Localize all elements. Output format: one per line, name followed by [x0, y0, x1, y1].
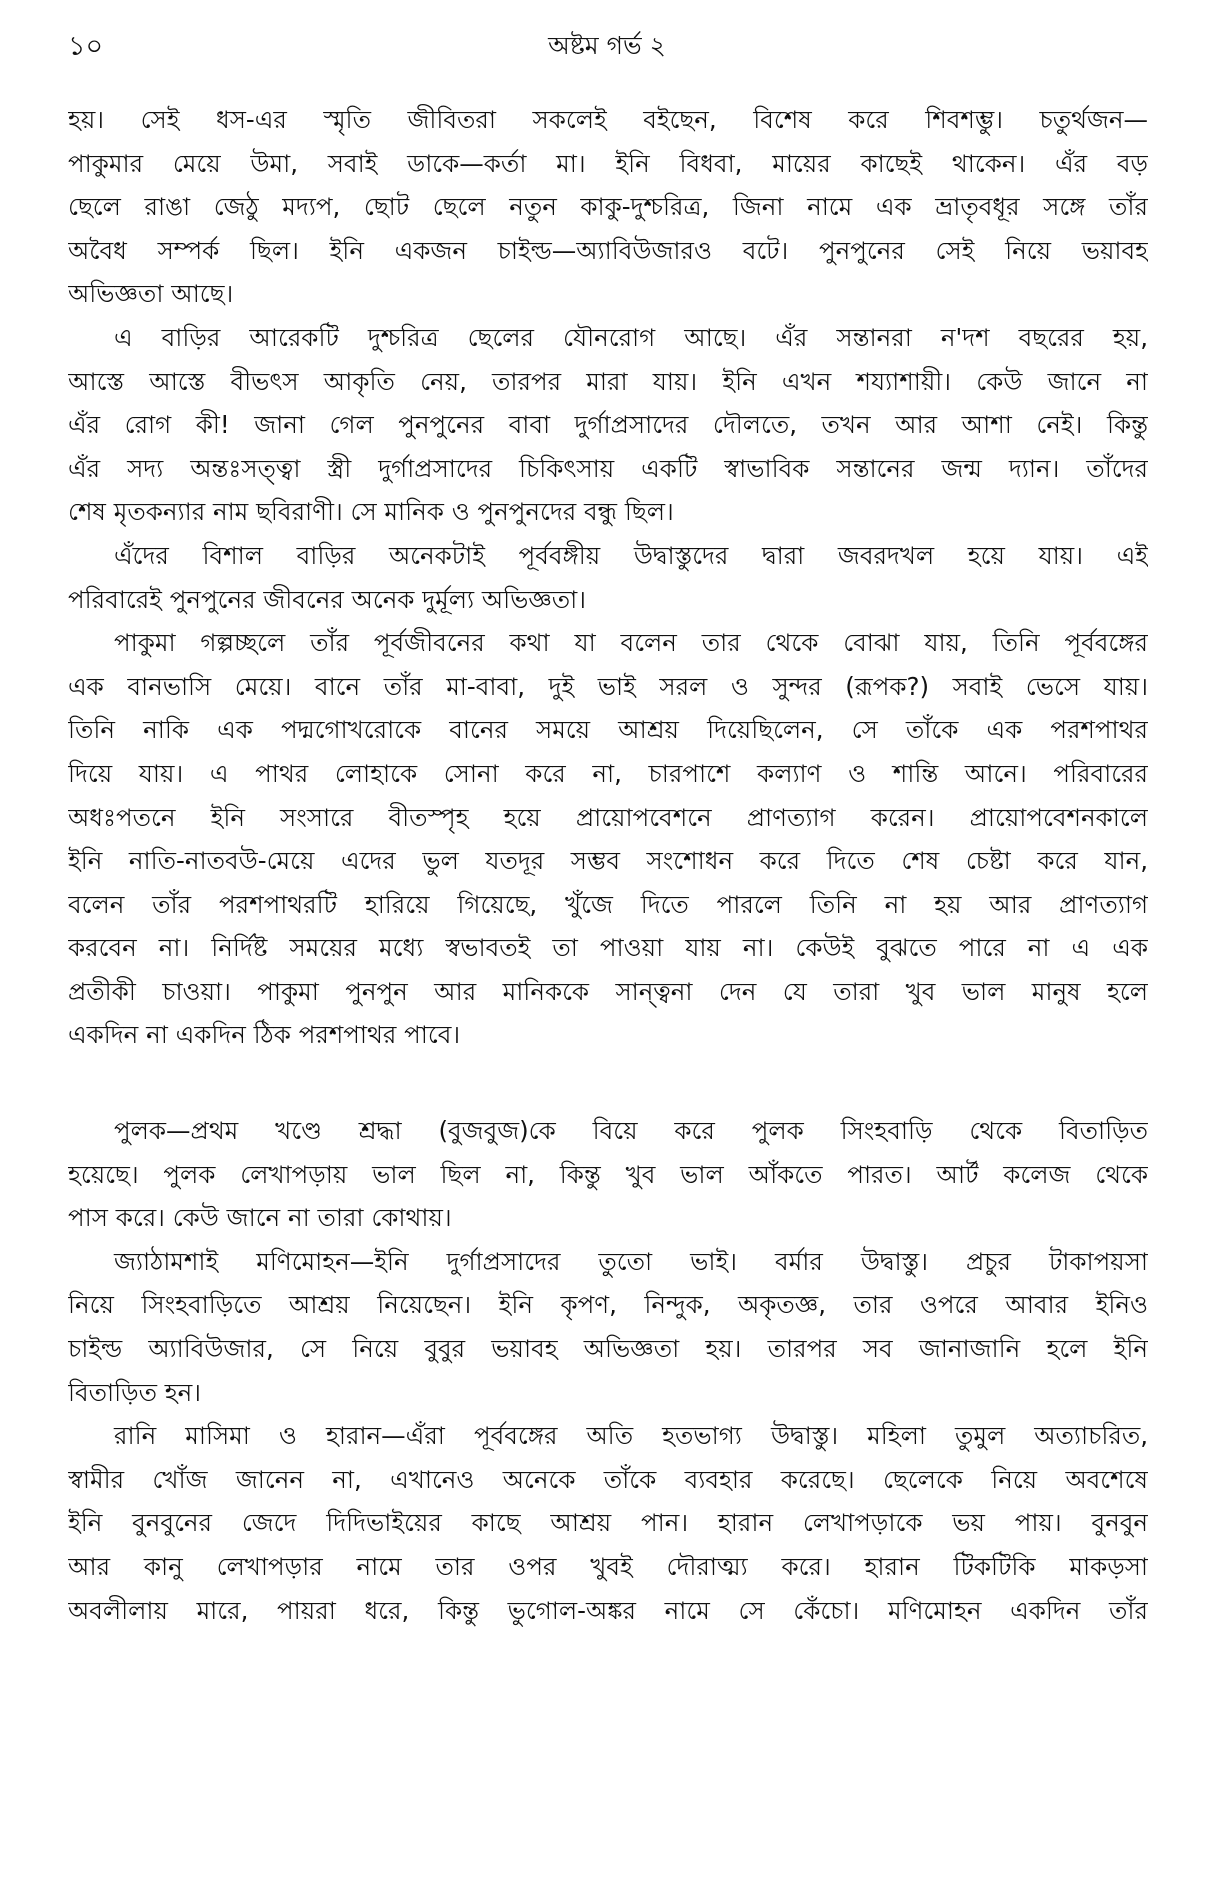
text-line: পাকুমা গল্পচ্ছলে তাঁর পূর্বজীবনের কথা যা বলেন তার থেকে বোঝা যায়, তিনি পূর্ববঙ্গের [114, 628, 1148, 658]
paragraph [68, 621, 1148, 1057]
text-line: ছেলে রাঙা জেঠু মদ্যপ, ছোট ছেলে নতুন কাকু-দুশ্চরিত্র, জিনা নামে এক ভ্রাতৃবধূর সঙ্গে তাঁর [68, 192, 1148, 222]
text-line: আস্তে আস্তে বীভৎস আকৃতি নেয়, তারপর মারা যায়। ইনি এখন শয্যাশায়ী। কেউ জানে না [68, 366, 1148, 396]
text-line: পাকুমার মেয়ে উমা, সবাই ডাকে—কর্তা মা। ইনি বিধবা, মায়ের কাছেই থাকেন। এঁর বড় [68, 148, 1148, 178]
text-line: তিনি নাকি এক পদ্মগোখরোকে বানের সময়ে আশ্রয় দিয়েছিলেন, সে তাঁকে এক পরশপাথর [68, 715, 1148, 745]
text-line: রানি মাসিমা ও হারান—এঁরা পূর্ববঙ্গের অতি হতভাগ্য উদ্বাস্তু। মহিলা তুমুল অত্যাচরিত, [114, 1421, 1148, 1451]
text-line: হয়েছে। পুলক লেখাপড়ায় ভাল ছিল না, কিন্তু খুব ভাল আঁকতে পারত। আর্ট কলেজ থেকে [68, 1159, 1148, 1189]
text-line: নিয়ে সিংহবাড়িতে আশ্রয় নিয়েছেন। ইনি কৃপণ, নিন্দুক, অকৃতজ্ঞ, তার ওপরে আবার ইনিও [68, 1290, 1148, 1320]
text-line: ইনি নাতি-নাতবউ-মেয়ে এদের ভুল যতদূর সম্ভব সংশোধন করে দিতে শেষ চেষ্টা করে যান, [68, 846, 1148, 876]
body-text [68, 98, 1148, 1632]
paragraph [68, 534, 1148, 621]
paragraph [68, 1240, 1148, 1414]
text-line: হয়। সেই ধস-এর স্মৃতি জীবিতরা সকলেই বইছেন, বিশেষ করে শিবশম্ভু। চতুর্থজন— [68, 105, 1148, 134]
text-line: অধঃপতনে ইনি সংসারে বীতস্পৃহ হয়ে প্রায়োপবেশনে প্রাণত্যাগ করেন। প্রায়োপবেশনকালে [68, 802, 1148, 832]
text-line: জ্যাঠামশাই মণিমোহন—ইনি দুর্গাপ্রসাদের তুতো ভাই। বর্মার উদ্বাস্তু। প্রচুর টাকাপয়সা [114, 1246, 1148, 1276]
text-line: এ বাড়ির আরেকটি দুশ্চরিত্র ছেলের যৌনরোগ আছে। এঁর সন্তানরা ন'দশ বছরের হয়, [114, 322, 1148, 352]
text-line: পুলক—প্রথম খণ্ডে শ্রদ্ধা (বুজবুজ)কে বিয়ে করে পুলক সিংহবাড়ি থেকে বিতাড়িত [114, 1116, 1148, 1146]
text-line: বলেন তাঁর পরশপাথরটি হারিয়ে গিয়েছে, খুঁজে দিতে পারলে তিনি না হয় আর প্রাণত্যাগ [68, 889, 1148, 919]
text-line: পাস করে। কেউ জানে না তারা কোথায়। [68, 1203, 452, 1233]
text-line: বিতাড়িত হন। [68, 1377, 202, 1407]
text-line: অভিজ্ঞতা আছে। [68, 279, 234, 309]
text-line: এঁদের বিশাল বাড়ির অনেকটাই পূর্ববঙ্গীয় উদ্বাস্তুদের দ্বারা জবরদখল হয়ে যায়। এই [114, 540, 1148, 570]
text-line: প্রতীকী চাওয়া। পাকুমা পুনপুন আর মানিককে সান্ত্বনা দেন যে তারা খুব ভাল মানুষ হলে [68, 976, 1148, 1006]
text-line: অবলীলায় মারে, পায়রা ধরে, কিন্তু ভুগোল-অঙ্কর নামে সে কেঁচো। মণিমোহন একদিন তাঁর [68, 1595, 1148, 1625]
text-line: এঁর রোগ কী! জানা গেল পুনপুনের বাবা দুর্গাপ্রসাদের দৌলতে, তখন আর আশা নেই। কিন্তু [68, 410, 1148, 440]
text-line: দিয়ে যায়। এ পাথর লোহাকে সোনা করে না, চারপাশে কল্যাণ ও শান্তি আনে। পরিবারের [68, 758, 1148, 788]
text-line: অবৈধ সম্পর্ক ছিল। ইনি একজন চাইল্ড—অ্যাবিউজারও বটে। পুনপুনের সেই নিয়ে ভয়াবহ [68, 235, 1148, 265]
page-number: ১০ [68, 31, 104, 62]
text-line: স্বামীর খোঁজ জানেন না, এখানেও অনেকে তাঁকে ব্যবহার করেছে। ছেলেকে নিয়ে অবশেষে [68, 1464, 1148, 1494]
paragraph [68, 1414, 1148, 1632]
paragraph [68, 316, 1148, 534]
running-title: অষ্টম গর্ভ ২ [548, 31, 666, 60]
text-line: পরিবারেই পুনপুনের জীবনের অনেক দুর্মূল্য অভিজ্ঞতা। [68, 584, 587, 614]
paragraph [68, 98, 1148, 316]
text-line: ইনি বুনবুনের জেদে দিদিভাইয়ের কাছে আশ্রয় পান। হারান লেখাপড়াকে ভয় পায়। বুনবুন [68, 1508, 1148, 1538]
text-line: এক বানভাসি মেয়ে। বানে তাঁর মা-বাবা, দুই ভাই সরল ও সুন্দর (রূপক?) সবাই ভেসে যায়। [68, 671, 1148, 701]
paragraph [68, 1109, 1148, 1240]
text-line: করবেন না। নির্দিষ্ট সময়ের মধ্যে স্বভাবতই তা পাওয়া যায় না। কেউই বুঝতে পারে না এ এক [68, 933, 1148, 963]
text-line: চাইল্ড অ্যাবিউজার, সে নিয়ে বুবুর ভয়াবহ অভিজ্ঞতা হয়। তারপর সব জানাজানি হলে ইনি [68, 1334, 1148, 1364]
text-line: একদিন না একদিন ঠিক পরশপাথর পাবে। [68, 1020, 461, 1050]
text-line: এঁর সদ্য অন্তঃসত্ত্বা স্ত্রী দুর্গাপ্রসাদের চিকিৎসায় একটি স্বাভাবিক সন্তানের জন্ম দ্যান। তাঁদের [68, 453, 1148, 483]
text-line: আর কানু লেখাপড়ার নামে তার ওপর খুবই দৌরাত্ম্য করে। হারান টিকটিকি মাকড়সা [68, 1552, 1148, 1581]
section-gap [68, 1057, 1148, 1109]
text-line: শেষ মৃতকন্যার নাম ছবিরাণী। সে মানিক ও পুনপুনদের বন্ধু ছিল। [68, 497, 674, 527]
